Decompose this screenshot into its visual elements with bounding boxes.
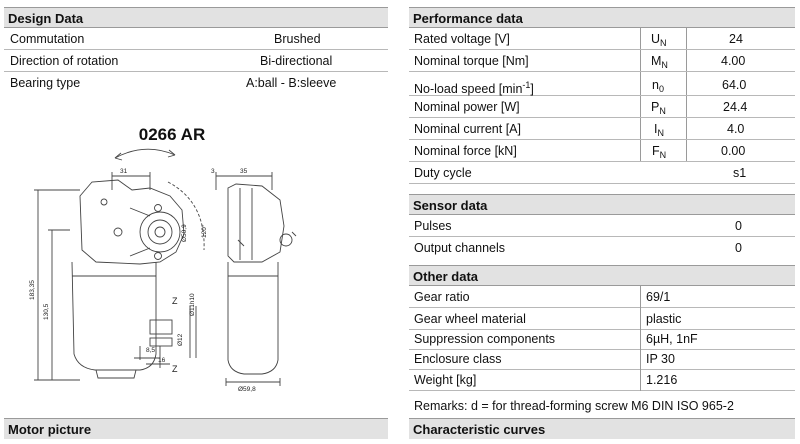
other-value: 1.216	[646, 373, 678, 387]
perf-label: No-load speed $[\min^{-1}]$	[414, 80, 534, 96]
other-value: 6µH, 1nF	[646, 332, 698, 346]
perf-value: 4.00	[721, 54, 746, 68]
other-row	[409, 308, 795, 330]
design-label: Commutation	[10, 32, 85, 46]
design-label: Bearing type	[10, 76, 81, 90]
design-row-commutation	[4, 28, 388, 50]
other-row	[409, 348, 795, 370]
sensor-header: Sensor data	[409, 194, 795, 215]
perf-value: 24.4	[723, 100, 748, 114]
dim-12: Ø12	[177, 333, 184, 346]
dim-130: 130,5	[43, 303, 50, 320]
perf-label: Nominal power [W]	[414, 100, 520, 114]
sensor-label: Pulses	[414, 219, 452, 233]
perf-symbol: $n_0$	[652, 78, 664, 94]
perf-symbol: $M_N$	[651, 54, 668, 70]
dim-120: 120°	[201, 224, 208, 238]
perf-row	[409, 118, 795, 140]
perf-value: s1	[733, 166, 747, 180]
characteristic-curves-header: Characteristic curves	[409, 418, 795, 439]
perf-label: Nominal force [kN]	[414, 144, 517, 158]
design-label: Direction of rotation	[10, 54, 119, 68]
dim-35: 35	[240, 168, 248, 175]
design-value: Bi-directional	[260, 54, 333, 68]
sensor-label: Output channels	[414, 241, 506, 255]
perf-value: 24	[729, 32, 743, 46]
sensor-row	[409, 237, 795, 259]
perf-symbol: $P_N$	[651, 100, 666, 116]
other-header: Other data	[409, 265, 795, 286]
dim-3: 3	[211, 168, 215, 175]
perf-row-duty	[409, 162, 795, 184]
other-label: Enclosure class	[414, 352, 502, 366]
design-row-bearing	[4, 72, 388, 94]
perf-symbol: $U_N$	[651, 32, 667, 48]
design-value: Brushed	[274, 32, 321, 46]
design-data-header: Design Data	[4, 7, 388, 28]
perf-row	[409, 72, 795, 96]
perf-value: 4.0	[727, 122, 745, 136]
other-value: IP 30	[646, 352, 675, 366]
dim-31: 31	[120, 168, 128, 175]
other-row	[409, 328, 795, 350]
section-z-1: Z	[172, 296, 178, 306]
perf-row	[409, 28, 795, 50]
other-label: Gear wheel material	[414, 312, 526, 326]
perf-label: Duty cycle	[414, 166, 472, 180]
perf-label: Rated voltage [V]	[414, 32, 510, 46]
perf-symbol: $F_N$	[652, 144, 667, 160]
performance-header: Performance data	[409, 7, 795, 28]
dim-85: 8,5	[146, 347, 156, 354]
other-label: Gear ratio	[414, 290, 470, 304]
perf-label: Nominal current [A]	[414, 122, 521, 136]
remarks-text: Remarks: d = for thread-forming screw M6 DIN ISO 965-2	[414, 399, 734, 413]
perf-symbol: $I_N$	[654, 122, 664, 138]
dim-16: 16	[158, 357, 166, 364]
sensor-value: 0	[735, 241, 742, 255]
dim-11: Ø11h10	[189, 293, 196, 316]
motor-picture-header: Motor picture	[4, 418, 388, 439]
other-label: Suppression components	[414, 332, 556, 346]
perf-label: Nominal torque [Nm]	[414, 54, 529, 68]
section-z-2: Z	[172, 364, 178, 374]
dim-50: Ø50,9	[181, 224, 188, 242]
dim-598: Ø59,8	[238, 386, 256, 393]
other-row	[409, 286, 795, 308]
other-value: plastic	[646, 312, 682, 326]
design-row-rotation	[4, 50, 388, 72]
perf-row	[409, 96, 795, 118]
other-label: Weight [kg]	[414, 373, 477, 387]
other-column-divider	[640, 286, 641, 391]
perf-value: 64.0	[722, 78, 747, 92]
model-label: 0266 AR	[138, 125, 206, 144]
motor-technical-drawing	[0, 110, 400, 406]
other-value: 69/1	[646, 290, 671, 304]
dim-183: 183,35	[29, 280, 36, 300]
perf-row	[409, 50, 795, 72]
sensor-value: 0	[735, 219, 742, 233]
sensor-row	[409, 215, 795, 237]
perf-row	[409, 140, 795, 162]
other-row	[409, 369, 795, 391]
design-value: A:ball - B:sleeve	[246, 76, 337, 90]
perf-value: 0.00	[721, 144, 746, 158]
